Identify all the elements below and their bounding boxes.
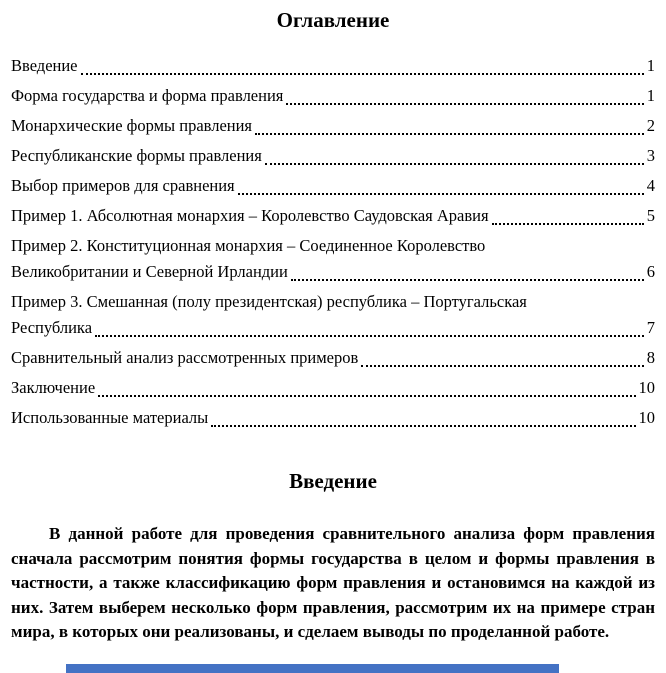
- toc-entry-row: [11, 405, 655, 431]
- toc-entry-row: [11, 345, 655, 371]
- toc-entry-text: Республика: [11, 318, 93, 337]
- toc-entry-row: [11, 113, 655, 139]
- toc-dot-leader: [286, 103, 643, 105]
- toc-entry-row: [11, 375, 655, 401]
- partial-blue-bar: [66, 664, 559, 673]
- toc-page-number: 10: [638, 408, 655, 427]
- toc-page-number: 6: [646, 262, 655, 281]
- toc-dot-leader: [492, 223, 644, 225]
- toc-entry: [11, 289, 655, 341]
- toc-entry-text-line1: Пример 3. Смешанная (полу президентская) республика – Португальская: [11, 292, 527, 311]
- toc-entry-text: Великобритании и Северной Ирландии: [11, 262, 288, 281]
- toc-entry-row: [11, 315, 655, 341]
- toc-entry: [11, 53, 655, 79]
- toc-entry-row: [11, 203, 655, 229]
- intro-paragraph: В данной работе для проведения сравнительного анализа форм правления сначала рассмотрим понятия формы государства в целом и формы правления в частности, а также классификацию форм правления и остановимся на каждой из них. Затем выберем несколько форм правления, рассмотрим их на примере стран мира, в которых они реализованы, и сделаем выводы по проделанной работе.: [11, 524, 655, 641]
- table-of-contents: [11, 53, 655, 431]
- toc-entry-row: [11, 259, 655, 285]
- toc-page-number: 4: [646, 176, 655, 195]
- toc-dot-leader: [95, 335, 644, 337]
- toc-entry-text-line1: Пример 2. Конституционная монархия – Соединенное Королевство: [11, 236, 486, 255]
- toc-entry: [11, 345, 655, 371]
- toc-page-number: 3: [646, 146, 655, 165]
- toc-entry-text: Выбор примеров для сравнения: [11, 176, 235, 195]
- toc-entry-text: Форма государства и форма правления: [11, 86, 284, 105]
- toc-entry-row: [11, 83, 655, 109]
- toc-page-number: 5: [646, 206, 655, 225]
- toc-entry: [11, 143, 655, 169]
- toc-entry-row: [11, 173, 655, 199]
- toc-entry-text: Республиканские формы правления: [11, 146, 262, 165]
- toc-entry-text: Использованные материалы: [11, 408, 209, 427]
- toc-dot-leader: [291, 279, 644, 281]
- toc-dot-leader: [255, 133, 644, 135]
- toc-dot-leader: [238, 193, 644, 195]
- toc-entry: [11, 203, 655, 229]
- toc-entry-text: Сравнительный анализ рассмотренных примеров: [11, 348, 359, 367]
- toc-dot-leader: [361, 365, 643, 367]
- toc-entry-text: Введение: [11, 56, 78, 75]
- toc-page-number: 1: [646, 86, 655, 105]
- toc-page-number: 7: [646, 318, 655, 337]
- toc-title: Оглавление: [276, 8, 390, 32]
- toc-dot-leader: [98, 395, 635, 397]
- toc-page-number: 2: [646, 116, 655, 135]
- toc-page-number: 1: [646, 56, 655, 75]
- toc-entry: [11, 375, 655, 401]
- toc-entry-text: Монархические формы правления: [11, 116, 253, 135]
- toc-entry-row: [11, 143, 655, 169]
- toc-page-number: 10: [638, 378, 655, 397]
- toc-entry-row: [11, 53, 655, 79]
- toc-entry-text: Пример 1. Абсолютная монархия – Королевство Саудовская Аравия: [11, 206, 489, 225]
- toc-entry: [11, 173, 655, 199]
- toc-dot-leader: [211, 425, 635, 427]
- toc-entry: [11, 405, 655, 431]
- toc-entry: [11, 83, 655, 109]
- toc-entry: [11, 233, 655, 285]
- toc-entry: [11, 113, 655, 139]
- section-title-introduction: Введение: [289, 469, 377, 493]
- toc-dot-leader: [81, 73, 644, 75]
- toc-dot-leader: [265, 163, 644, 165]
- toc-entry-text: Заключение: [11, 378, 96, 397]
- toc-page-number: 8: [646, 348, 655, 367]
